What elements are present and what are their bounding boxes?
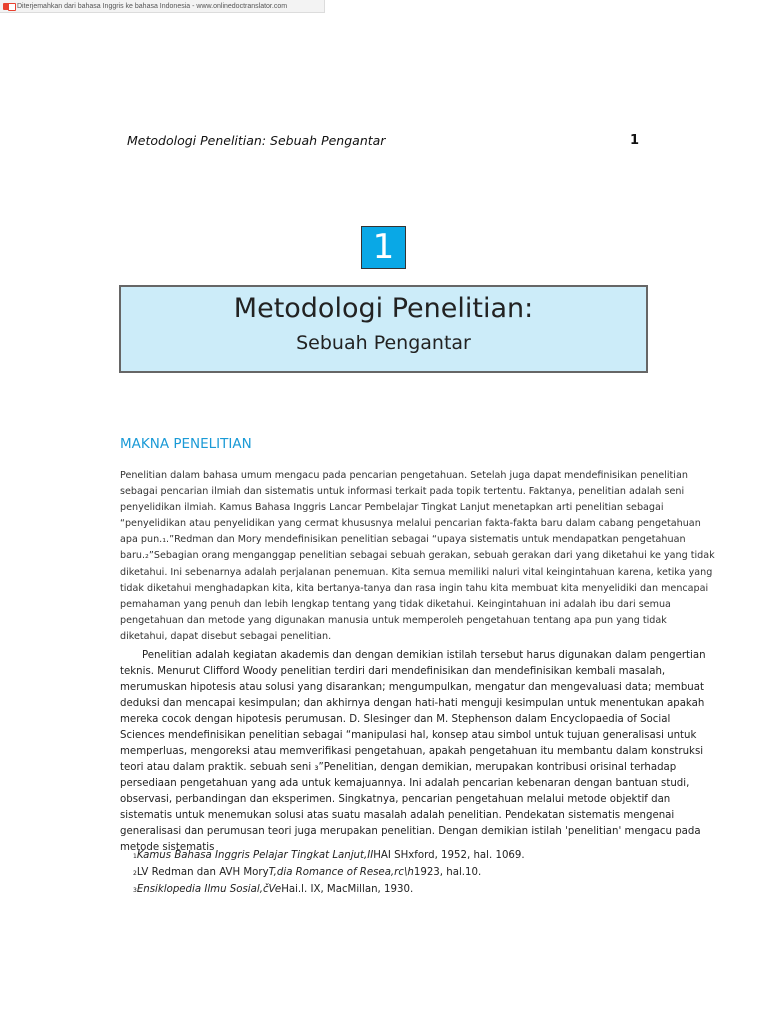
running-head <box>127 133 639 148</box>
footnote-italic-text: T,dia Romance of Resea,rc\h <box>268 867 414 878</box>
section-heading: MAKNA PENELITIAN <box>120 436 252 452</box>
chapter-title: Metodologi Penelitian: <box>233 293 534 324</box>
translator-banner[interactable] <box>0 0 325 13</box>
translator-banner-text[interactable]: Diterjemahkan dari bahasa Inggris ke bahasa Indonesia - www.onlinedoctranslator.com <box>17 2 288 10</box>
running-head-title: Metodologi Penelitian: Sebuah Pengantar <box>127 133 386 148</box>
footnote-3 <box>133 882 525 899</box>
chapter-subtitle: Sebuah Pengantar <box>296 332 471 354</box>
footnote-text-2: 1923, hal.10. <box>413 867 482 878</box>
footnote-mark: 3 <box>133 887 137 894</box>
footnote-italic-text: Kamus Bahasa Inggris Pelajar Tingkat Lanjut,II <box>136 850 374 861</box>
footnote-text: Hai.l. IX, MacMillan, 1930. <box>281 884 414 895</box>
footnote-mark: 1 <box>133 853 137 860</box>
document-translate-icon <box>3 2 15 11</box>
body-paragraph-1: Penelitian dalam bahasa umum mengacu pada pencarian pengetahuan. Setelah juga dapat mendefinisikan penelitian sebagai pencarian ilmiah dan sistematis untuk informasi terkait pada topik tertentu. Faktanya, penelitian adalah seni penyelidikan ilmiah. Kamus Bahasa Inggris Lancar Pembelajar Tingkat Lanjut menetapkan arti penelitian sebagai “penyelidikan atau penyelidikan yang cermat khususnya melalui pencarian fakta-fakta baru dalam cabang pengetahuan apa pun.₁.”Redman dan Mory mendefinisikan penelitian sebagai “upaya sistematis untuk mendapatkan pengetahuan baru.₂”Sebagian orang menganggap penelitian sebagai sebuah gerakan, sebuah gerakan dari yang diketahui ke yang tidak diketahui. Ini sebenarnya adalah perjalanan penemuan. Kita semua memiliki naluri vital keingintahuan karena, ketika yang tidak diketahui menghadapkan kita, kita bertanya-tanya dan rasa ingin tahu kita membuat kita menyelidiki dan mencapai pemahaman yang penuh dan lebih lengkap tentang yang tidak diketahui. Keingintahuan ini adalah ibu dari semua pengetahuan dan metode yang digunakan manusia untuk memperoleh pengetahuan tentang apa pun yang tidak diketahui, dapat disebut sebagai penelitian. <box>120 470 715 642</box>
footnote-1 <box>133 848 525 865</box>
chapter-number-badge: 1 <box>361 226 406 269</box>
footnote-mark: 2 <box>133 870 137 877</box>
footnotes <box>133 848 525 899</box>
footnote-2 <box>133 865 525 882</box>
footnote-text: LV Redman dan AVH Mory <box>136 867 269 878</box>
body-paragraph-2: Penelitian adalah kegiatan akademis dan dengan demikian istilah tersebut harus digunakan dalam pengertian teknis. Menurut Clifford Woody penelitian terdiri dari mendefinisikan dan mendefinisikan kembali masalah, merumuskan hipotesis atau solusi yang disarankan; mengumpulkan, mengatur dan mengevaluasi data; membuat deduksi dan mencapai kesimpulan; dan akhirnya dengan hati-hati menguji kesimpulan untuk menentukan apakah mereka cocok dengan hipotesis perumusan. D. Slesinger dan M. Stephenson dalam Encyclopaedia of Social Sciences mendefinisikan penelitian sebagai “manipulasi hal, konsep atau simbol untuk tujuan generalisasi untuk memperluas, mengoreksi atau memverifikasi pengetahuan, apakah pengetahuan itu membantu dalam konstruksi teori atau dalam praktik. sebuah seni ₃”Penelitian, dengan demikian, merupakan kontribusi orisinal terhadap persediaan pengetahuan yang ada untuk kemajuannya. Ini adalah pencarian kebenaran dengan bantuan studi, observasi, perbandingan dan eksperimen. Singkatnya, pencarian pengetahuan melalui metode objektif dan sistematis untuk menemukan solusi atas suatu masalah adalah penelitian. Pendekatan sistematis mengenai generalisasi dan perumusan teori juga merupakan penelitian. Dengan demikian istilah 'penelitian' mengacu pada metode sistematis <box>120 650 706 853</box>
chapter-title-box <box>119 285 648 373</box>
page-number: 1 <box>629 133 639 148</box>
footnote-italic-text: Ensiklopedia Ilmu Sosial,čVe <box>136 884 282 895</box>
footnote-text: HAI SHxford, 1952, hal. 1069. <box>373 850 525 861</box>
